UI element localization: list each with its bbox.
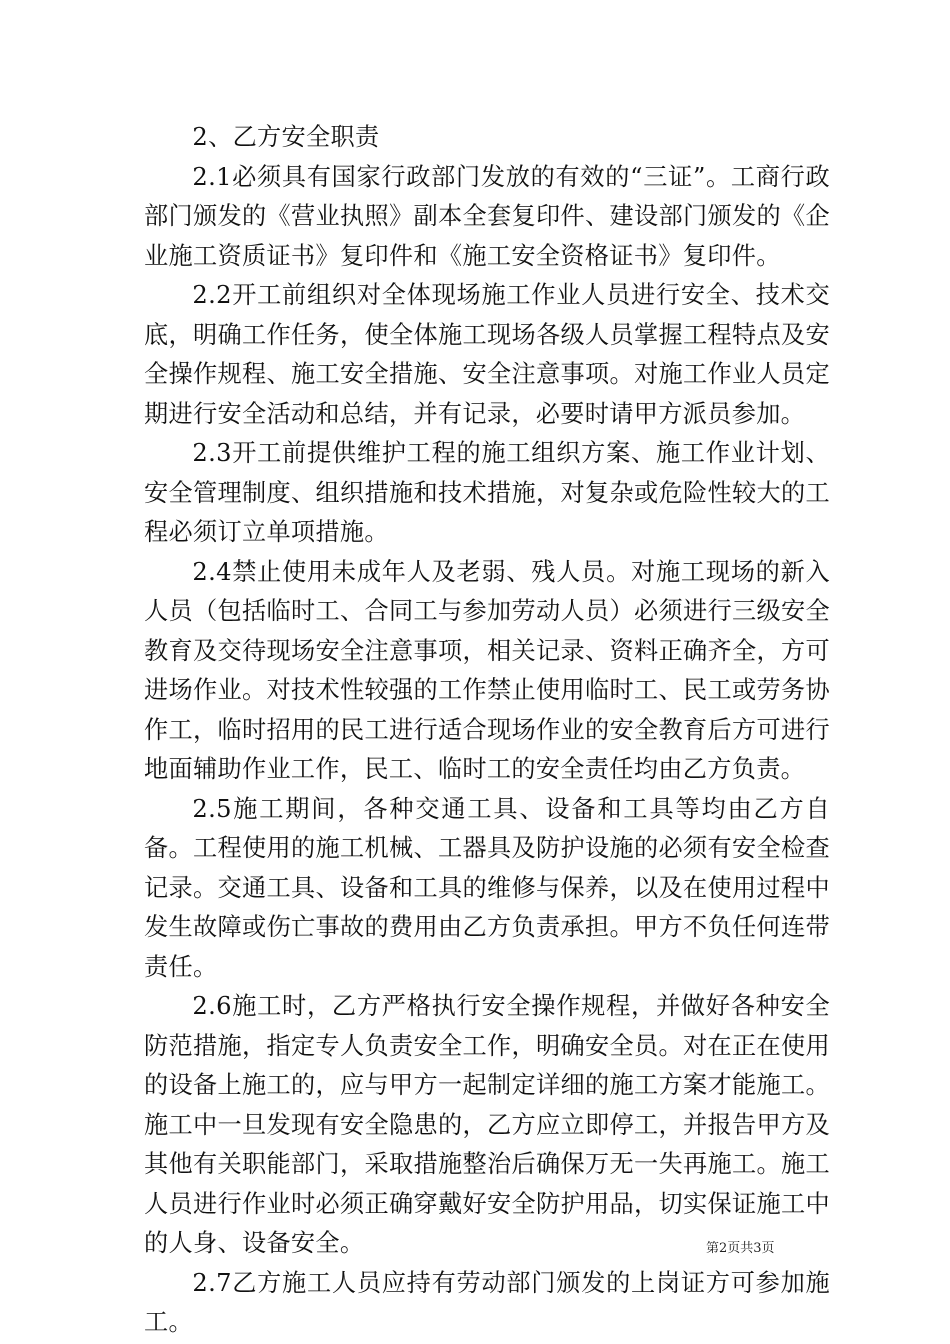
clause-2-3: 2.3开工前提供维护工程的施工组织方案、施工作业计划、安全管理制度、组织措施和技术措施，对复杂或危险性较大的工程必须订立单项措施。 [144,439,830,546]
clause-2-1: 2.1必须具有国家行政部门发放的有效的“三证”。工商行政部门颁发的《营业执照》副本全套复印件、建设部门颁发的《企业施工资质证书》复印件和《施工安全资格证书》复印件。 [144,162,830,270]
clause-2-4: 2.4禁止使用未成年人及老弱、残人员。对施工现场的新入人员（包括临时工、合同工与参加劳动人员）必须进行三级安全教育及交待现场安全注意事项，相关记录、资料正确齐全，方可进场作业。对技术性较强的工作禁止使用临时工、民工或劳务协作工，临时招用的民工进行适合现场作业的安全教育后方可进行地面辅助作业工作，民工、临时工的安全责任均由乙方负责。 [144,557,830,783]
clause-2-6: 2.6施工时，乙方严格执行安全操作规程，并做好各种安全防范措施，指定专人负责安全工作，明确安全员。对在正在使用的设备上施工的，应与甲方一起制定详细的施工方案才能施工。施工中一旦发现有安全隐患的，乙方应立即停工，并报告甲方及其他有关职能部门，采取措施整治后确保万无一失再施工。施工人员进行作业时必须正确穿戴好安全防护用品，切实保证施工中的人身、设备安全。 [144,992,830,1257]
section-heading: 2、乙方安全职责 [192,123,380,151]
document-body [144,118,830,1343]
clause-2-7: 2.7乙方施工人员应持有劳动部门颁发的上岗证方可参加施工。 [144,1268,830,1336]
page-number: 第2页共3页 [706,1241,775,1256]
clause-2-2: 2.2开工前组织对全体现场施工作业人员进行安全、技术交底，明确工作任务，使全体施工现场各级人员掌握工程特点及安全操作规程、施工安全措施、安全注意事项。对施工作业人员定期进行安全活动和总结，并有记录，必要时请甲方派员参加。 [144,281,830,428]
clause-2-5: 2.5施工期间，各种交通工具、设备和工具等均由乙方自备。工程使用的施工机械、工器具及防护设施的必须有安全检查记录。交通工具、设备和工具的维修与保养，以及在使用过程中发生故障或伤亡事故的费用由乙方负责承担。甲方不负任何连带责任。 [144,794,830,981]
